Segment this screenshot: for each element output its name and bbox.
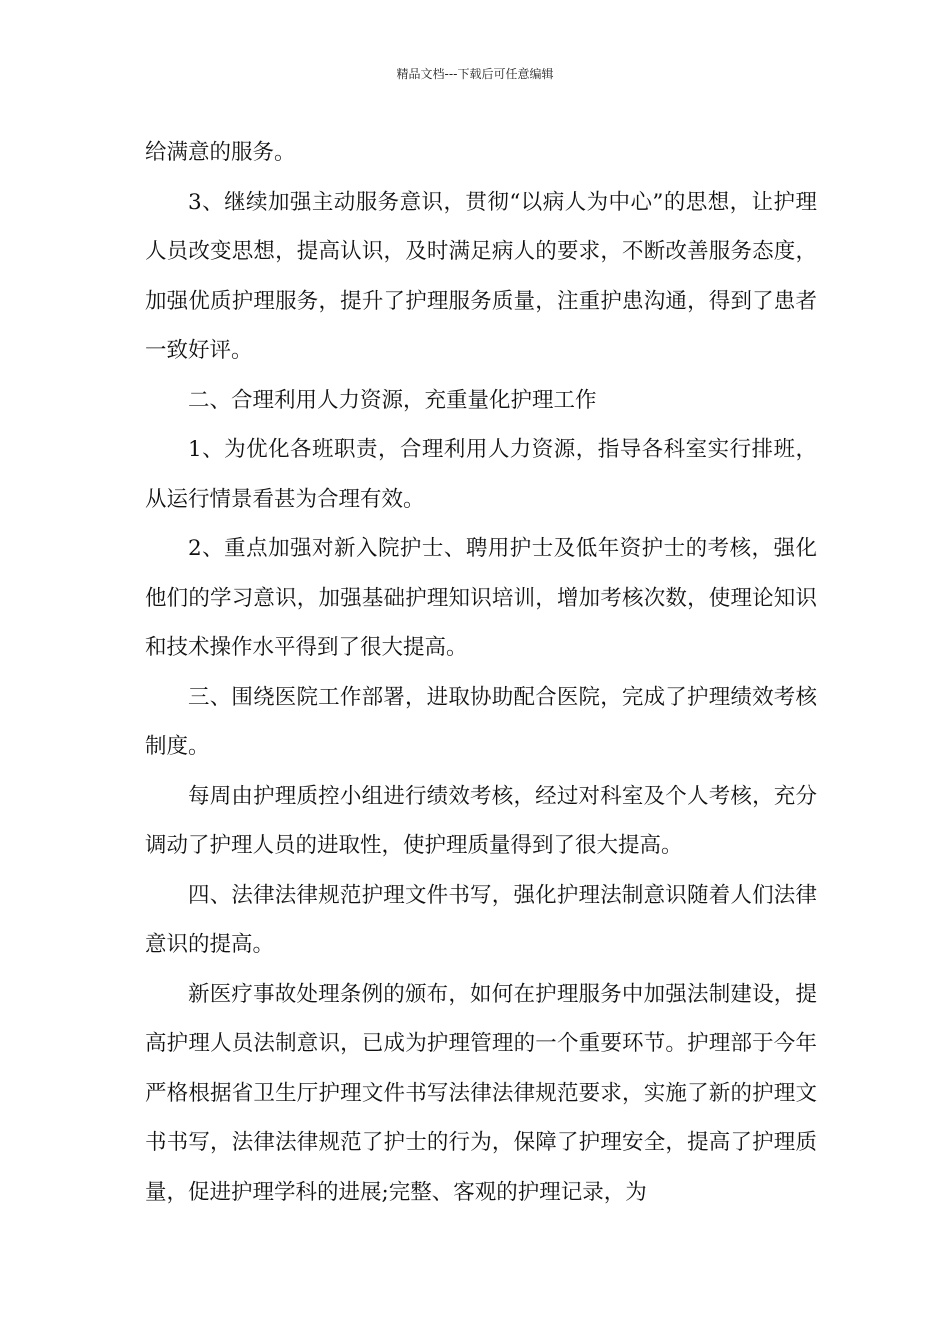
paragraph: 每周由护理质控小组进行绩效考核，经过对科室及个人考核，充分调动了护理人员的进取性，使护理质量得到了很大提高。 (145, 783, 817, 858)
document-body (145, 128, 817, 1217)
section-heading: 三、围绕医院工作部署，进取协助配合医院，完成了护理绩效考核制度。 (145, 684, 817, 759)
paragraph: 给满意的服务。 (145, 140, 296, 165)
paragraph: 2、重点加强对新入院护士、聘用护士及低年资护士的考核，强化他们的学习意识，加强基础护理知识培训，增加考核次数，使理论知识和技术操作水平得到了很大提高。 (145, 536, 817, 660)
page-header: 精品文档---下载后可任意编辑 (396, 67, 554, 81)
paragraph: 新医疗事故处理条例的颁布，如何在护理服务中加强法制建设，提高护理人员法制意识，已成为护理管理的一个重要环节。护理部于今年严格根据省卫生厅护理文件书写法律法律规范要求，实施了新的护理文书书写，法律法律规范了护士的行为，保障了护理安全，提高了护理质量，促进护理学科的进展;完整、客观的护理记录，为 (145, 981, 817, 1205)
paragraph: 3、继续加强主动服务意识，贯彻“以病人为中心”的思想，让护理人员改变思想，提高认识，及时满足病人的要求，不断改善服务态度，加强优质护理服务，提升了护理服务质量，注重护患沟通，得到了患者一致好评。 (145, 189, 817, 363)
section-heading: 二、合理利用人力资源，充重量化护理工作 (188, 387, 597, 413)
section-heading: 四、法律法律规范护理文件书写，强化护理法制意识随着人们法律意识的提高。 (145, 882, 817, 957)
paragraph: 1、为优化各班职责，合理利用人力资源，指导各科室实行排班，从运行情景看甚为合理有效。 (145, 437, 817, 512)
